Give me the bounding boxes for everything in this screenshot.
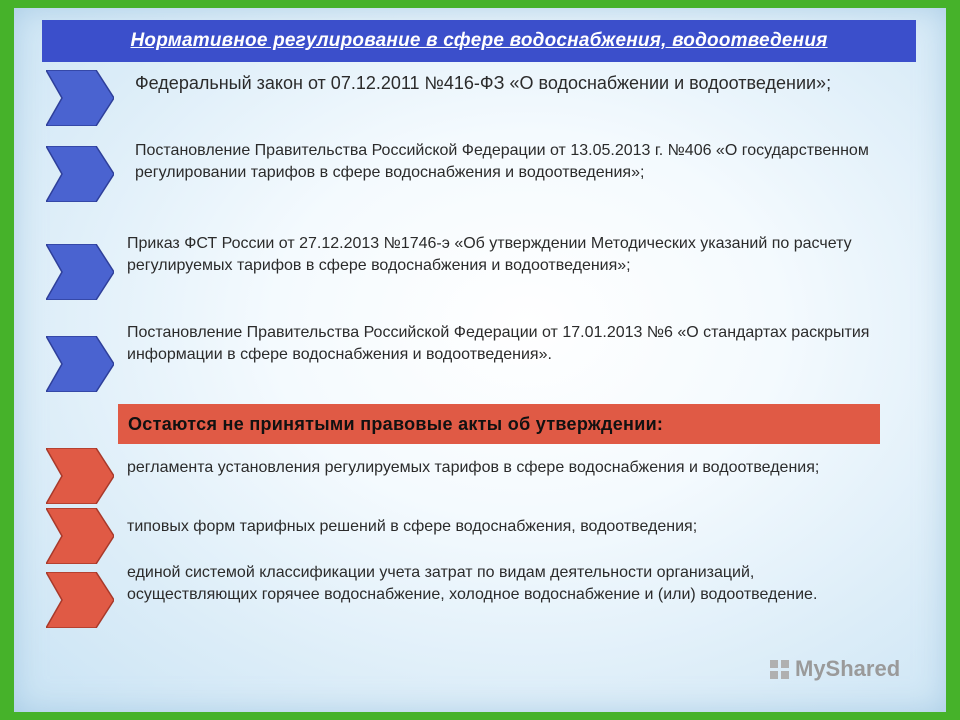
slide-title: Нормативное регулирование в сфере водоснабжения, водоотведения bbox=[130, 30, 828, 51]
pending-item: регламента установления регулируемых тарифов в сфере водоснабжения и водоотведения; bbox=[127, 459, 820, 476]
watermark-logo bbox=[770, 656, 900, 682]
pending-item: типовых форм тарифных решений в сфере водоснабжения, водоотведения; bbox=[127, 518, 698, 535]
banner-text: Остаются не принятыми правовые акты об утверждении: bbox=[128, 413, 664, 434]
chevron-arrow-icon bbox=[46, 508, 114, 564]
chevron-arrow-icon bbox=[46, 244, 114, 300]
logo-text: MyShared bbox=[795, 656, 901, 681]
law-item: Федеральный закон от 07.12.2011 №416-ФЗ «О водоснабжении и водоотведении»; bbox=[135, 73, 832, 93]
chevron-arrow-icon bbox=[46, 448, 114, 504]
chevron-arrow-icon bbox=[46, 572, 114, 628]
chevron-arrow-icon bbox=[46, 70, 114, 126]
logo-grid-icon bbox=[770, 660, 789, 679]
pending-item: единой системой классификации учета затрат по видам деятельности организаций, осуществляющих горячее водоснабжение, холодное водоснабжение и (или) водоотведение. bbox=[127, 564, 818, 604]
law-item: Постановление Правительства Российской Федерации от 13.05.2013 г. №406 «О государственном регулировании тарифов в сфере водоснабжения и водоотведения»; bbox=[135, 142, 869, 182]
law-item: Постановление Правительства Российской Федерации от 17.01.2013 №6 «О стандартах раскрытия информации в сфере водоснабжения и водоотведения». bbox=[127, 324, 870, 364]
pending-acts-banner bbox=[118, 404, 880, 444]
slide-header bbox=[42, 20, 916, 62]
chevron-arrow-icon bbox=[46, 146, 114, 202]
chevron-arrow-icon bbox=[46, 336, 114, 392]
law-item: Приказ ФСТ России от 27.12.2013 №1746-э «Об утверждении Методических указаний по расчету регулируемых тарифов в сфере водоснабжения и водоотведения»; bbox=[127, 235, 852, 275]
